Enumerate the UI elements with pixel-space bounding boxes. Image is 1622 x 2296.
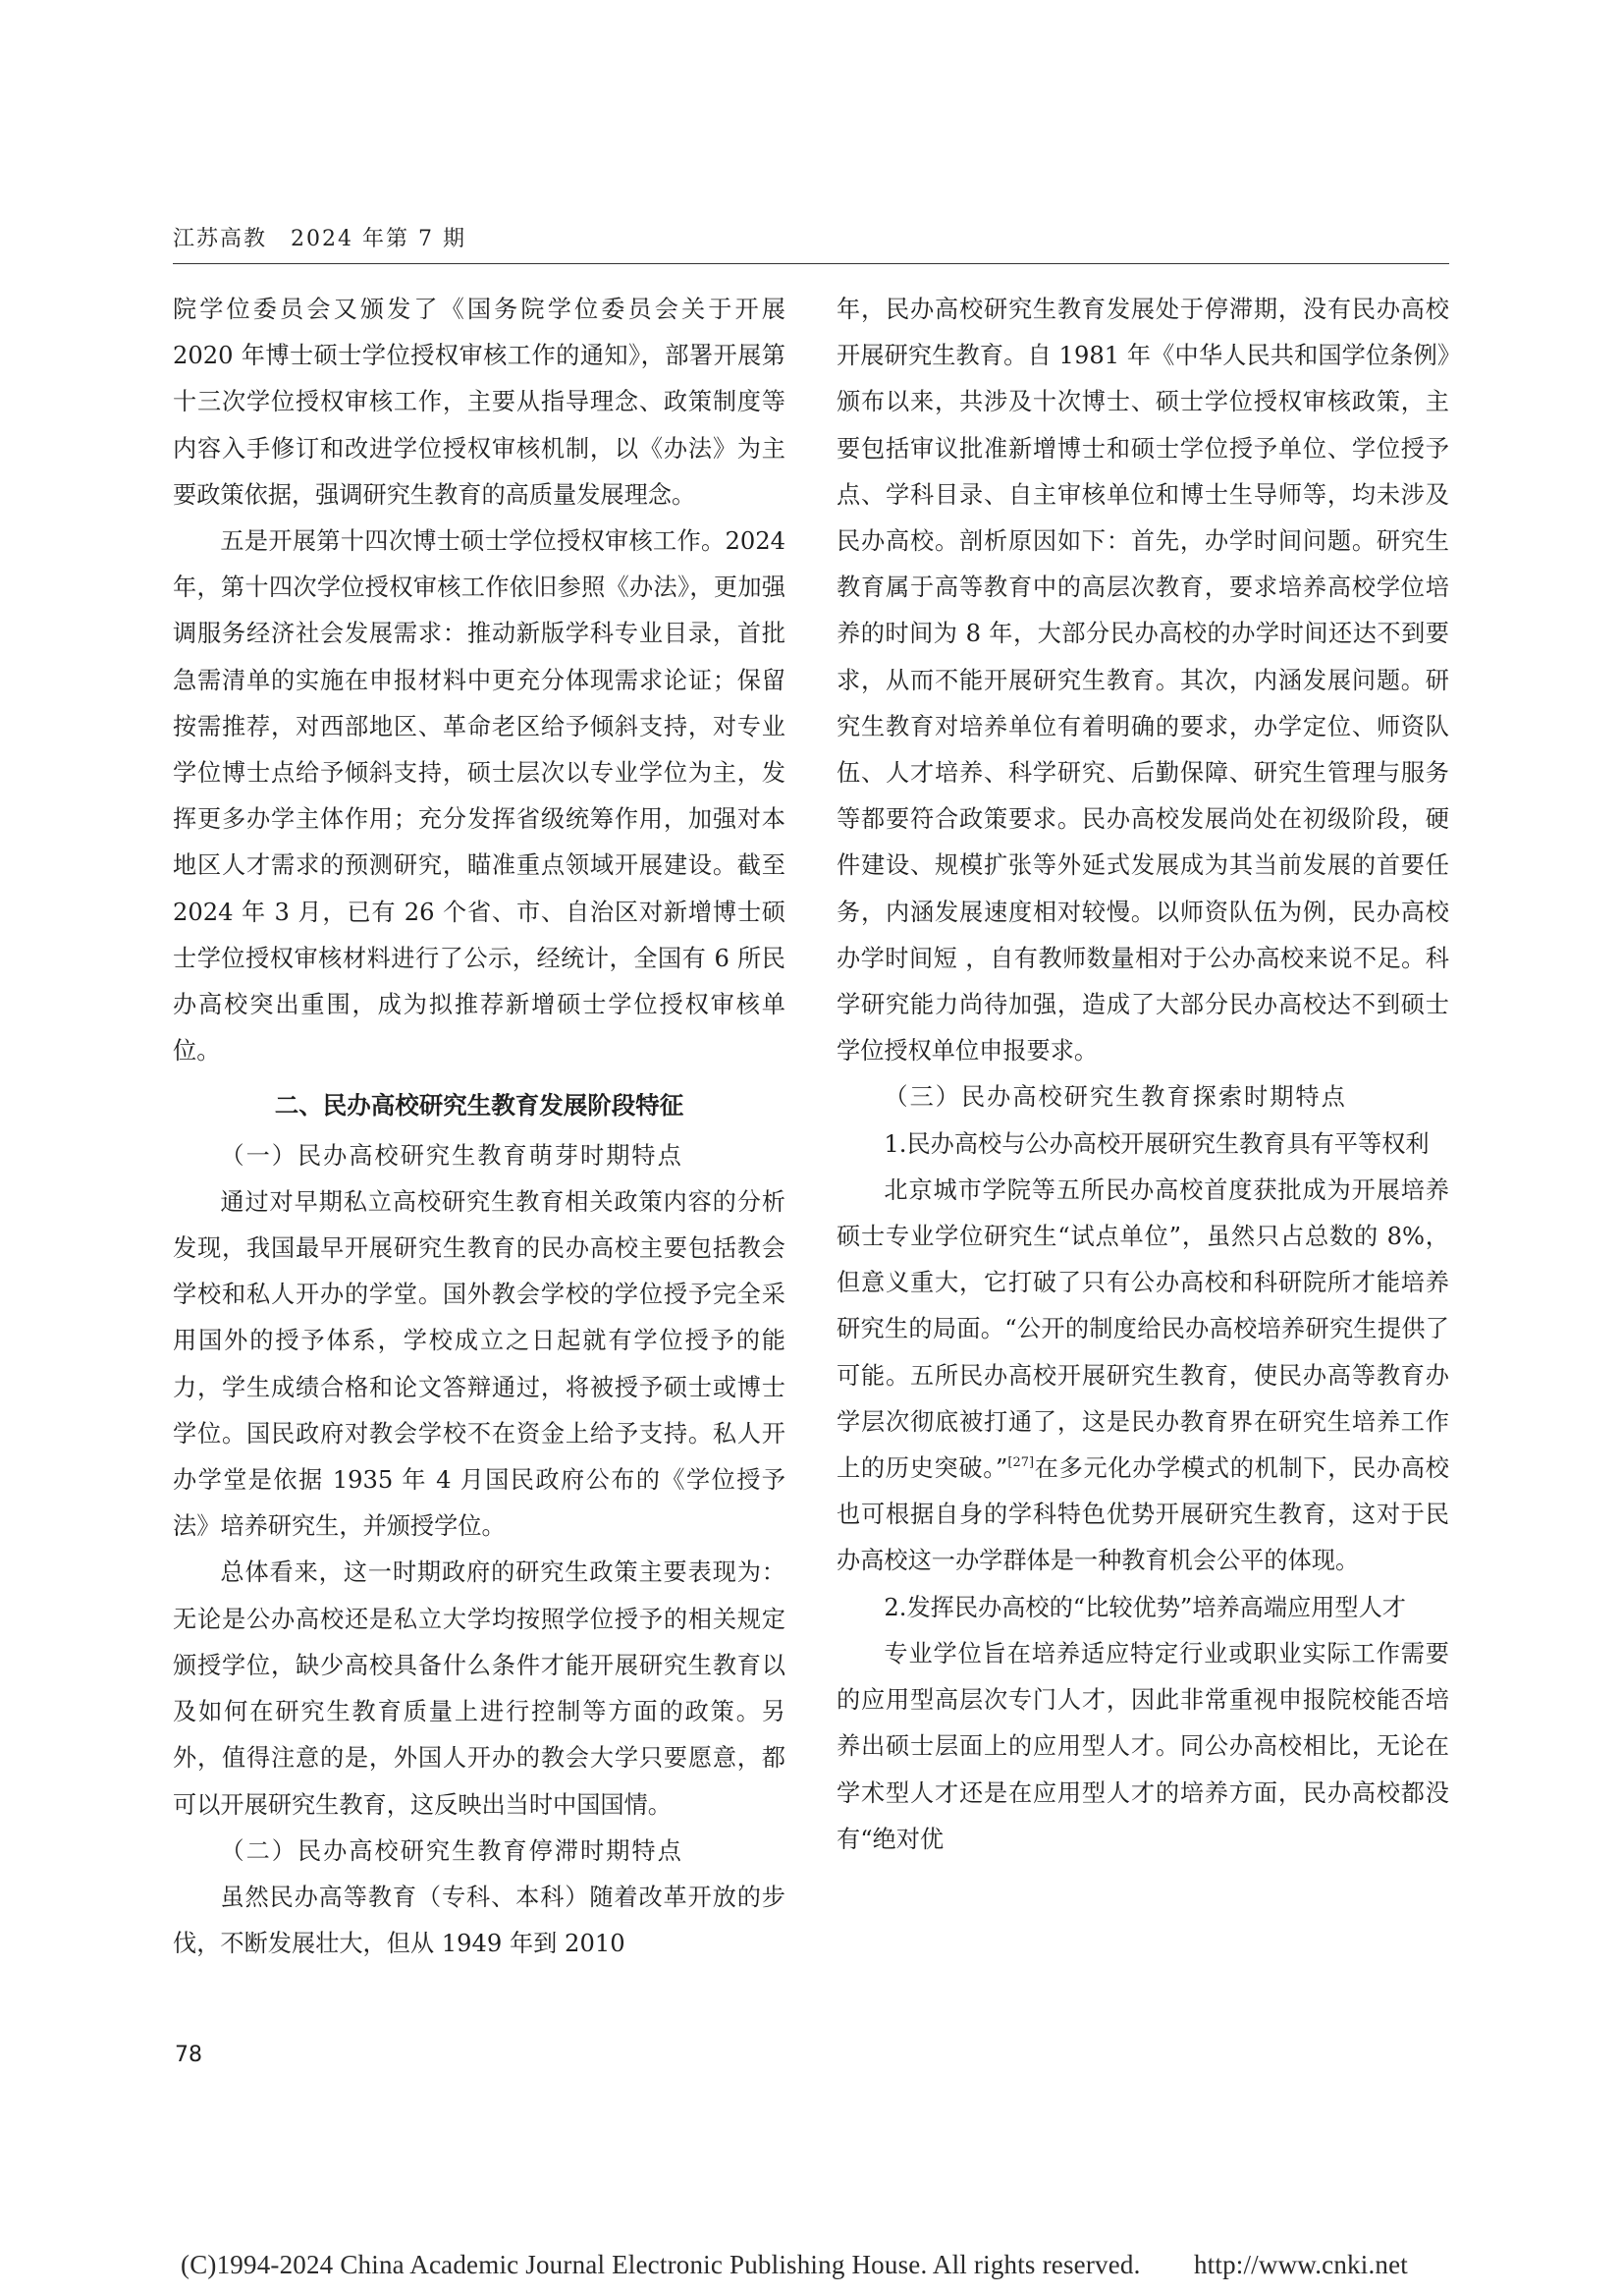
citation-reference: [27]	[1007, 1455, 1035, 1471]
right-column	[837, 287, 1449, 1863]
subsection-heading: （一）民办高校研究生教育萌芽时期特点	[220, 1141, 683, 1170]
copyright-notice: (C)1994-2024 China Academic Journal Electronic Publishing House. All rights reserved. http://www.cnki.net	[181, 2250, 1408, 2279]
page-number: 78	[175, 2043, 202, 2067]
left-column	[173, 287, 785, 1967]
paragraph: 年，民办高校研究生教育发展处于停滞期，没有民办高校开展研究生教育。自 1981 年《中华人民共和国学位条例》颁布以来，共涉及十次博士、硕士学位授权审核政策，主要包括审议批准新增博士和硕士学位授予单位、学位授予点、学科目录、自主审核单位和博士生导师等，均未涉及民办高校。剖析原因如下：首先，办学时间问题。研究生教育属于高等教育中的高层次教育，要求培养高校学位培养的时间为 8 年，大部分民办高校的办学时间还达不到要求，从而不能开展研究生教育。其次，内涵发展问题。研究生教育对培养单位有着明确的要求，办学定位、师资队伍、人才培养、科学研究、后勤保障、研究生管理与服务等都要符合政策要求。民办高校发展尚处在初级阶段，硬件建设、规模扩张等外延式发展成为其当前发展的首要任务，内涵发展速度相对较慢。以师资队伍为例，民办高校办学时间短 ，自有教师数量相对于公办高校来说不足。科学研究能力尚待加强，造成了大部分民办高校达不到硕士学位授权单位申报要求。	[837, 296, 1449, 1066]
paragraph: 虽然民办高等教育（专科、本科）随着改革开放的步伐，不断发展壮大，但从 1949 年到 2010	[173, 1883, 785, 1958]
paragraph: 总体看来，这一时期政府的研究生政策主要表现为：无论是公办高校还是私立大学均按照学位授予的相关规定颁授学位，缺少高校具备什么条件才能开展研究生教育以及如何在研究生教育质量上进行控制等方面的政策。另外，值得注意的是，外国人开办的教会大学只要愿意，都可以开展研究生教育，这反映出当时中国国情。	[173, 1558, 785, 1819]
paragraph-text: 在多元化办学模式的机制下，民办高校也可根据自身的学科特色优势开展研究生教育，这对于民办高校这一办学群体是一种教育机会公平的体现。	[837, 1454, 1449, 1575]
paragraph-text: 北京城市学院等五所民办高校首度获批成为开展培养硕士专业学位研究生“试点单位”，虽然只占总数的 8%，但意义重大，它打破了只有公办高校和科研院所才能培养研究生的局面。“公开的制度给民办高校培养研究生提供了可能。五所民办高校开展研究生教育，使民办高等教育办学层次彻底被打通了，这是民办教育界在研究生培养工作上的历史突破。”	[837, 1175, 1449, 1483]
paragraph: 院学位委员会又颁发了《国务院学位委员会关于开展 2020 年博士硕士学位授权审核工作的通知》，部署开展第十三次学位授权审核工作，主要从指导理念、政策制度等内容入手修订和改进学位授权审核机制，以《办法》为主要政策依据，强调研究生教育的高质量发展理念。	[173, 296, 785, 509]
subsection-heading: （三）民办高校研究生教育探索时期特点	[884, 1083, 1347, 1112]
paragraph: 五是开展第十四次博士硕士学位授权审核工作。2024 年，第十四次学位授权审核工作依旧参照《办法》，更加强调服务经济社会发展需求：推动新版学科专业目录，首批急需清单的实施在申报材料中更充分体现需求论证；保留按需推荐，对西部地区、革命老区给予倾斜支持，对专业学位博士点给予倾斜支持，硕士层次以专业学位为主，发挥更多办学主体作用；充分发挥省级统筹作用，加强对本地区人才需求的预测研究，瞄准重点领域开展建设。截至 2024 年 3 月，已有 26 个省、市、自治区对新增博士硕士学位授权审核材料进行了公示，经统计，全国有 6 所民办高校突出重围，成为拟推荐新增硕士学位授权审核单位。	[173, 527, 785, 1066]
journal-header: 江苏高教 2024 年第 7 期	[173, 227, 466, 251]
numbered-heading: 1.民办高校与公办高校开展研究生教育具有平等权利	[884, 1129, 1430, 1158]
section-heading: 二、民办高校研究生教育发展阶段特征	[274, 1091, 684, 1121]
numbered-heading: 2.发挥民办高校的“比较优势”培养高端应用型人才	[884, 1593, 1406, 1621]
subsection-heading: （二）民办高校研究生教育停滞时期特点	[220, 1836, 683, 1865]
paragraph: 专业学位旨在培养适应特定行业或职业实际工作需要的应用型高层次专门人才，因此非常重视申报院校能否培养出硕士层面上的应用型人才。同公办高校相比，无论在学术型人才还是在应用型人才的培养方面，民办高校都没有“绝对优	[837, 1639, 1449, 1853]
paragraph: 通过对早期私立高校研究生教育相关政策内容的分析发现，我国最早开展研究生教育的民办高校主要包括教会学校和私人开办的学堂。国外教会学校的学位授予完全采用国外的授予体系，学校成立之日起就有学位授予的能力，学生成绩合格和论文答辩通过，将被授予硕士或博士学位。国民政府对教会学校不在资金上给予支持。私人开办学堂是依据 1935 年 4 月国民政府公布的《学位授予法》培养研究生，并颁授学位。	[173, 1187, 785, 1541]
header-divider	[173, 263, 1449, 264]
paragraph	[837, 1168, 1449, 1585]
